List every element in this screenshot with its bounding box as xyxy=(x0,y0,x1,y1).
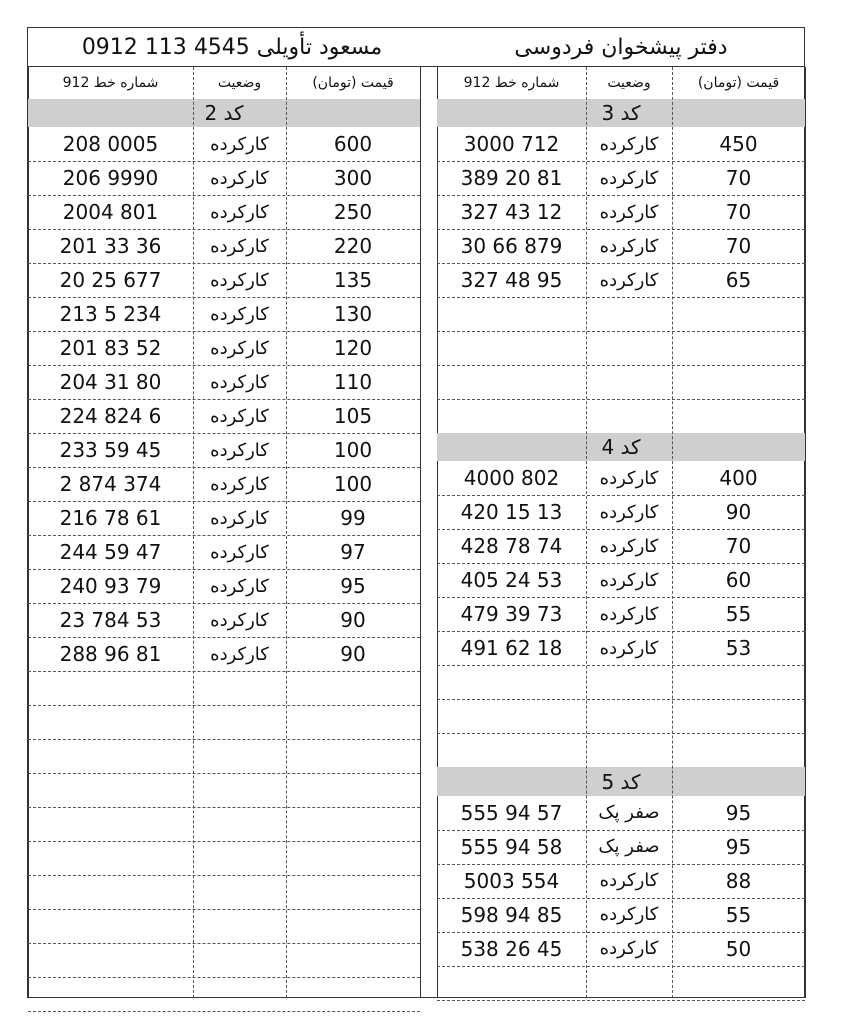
row-price: 90 xyxy=(340,642,366,667)
empty-cell xyxy=(286,671,420,705)
section-header: کد 4 xyxy=(437,433,805,461)
row-price: 250 xyxy=(333,200,373,225)
row-status: کارکرده xyxy=(210,133,269,155)
row-price: 55 xyxy=(725,602,752,627)
empty-cell xyxy=(193,943,286,977)
empty-cell xyxy=(286,773,420,807)
row-status: کارکرده xyxy=(599,904,659,926)
empty-cell xyxy=(286,705,420,739)
empty-cell xyxy=(28,875,193,909)
column-header-number: شماره خط 912 xyxy=(62,75,159,91)
row-number: 405 24 53 xyxy=(460,568,563,593)
row-number: 428 78 74 xyxy=(460,534,563,559)
row-price: 50 xyxy=(725,936,752,961)
row-price: 95 xyxy=(725,800,752,825)
row-price: 70 xyxy=(725,200,752,225)
empty-cell xyxy=(437,733,586,767)
row-price: 70 xyxy=(725,534,752,559)
empty-cell xyxy=(28,943,193,977)
owner-contact-title: مسعود تأویلی 4545 113 0912 xyxy=(81,34,383,60)
row-number: 206 9990 xyxy=(62,166,159,191)
empty-cell xyxy=(193,909,286,943)
row-number: 23 784 53 xyxy=(59,608,162,633)
row-status: کارکرده xyxy=(599,569,659,591)
row-number: 213 5 234 xyxy=(59,302,162,327)
row-status: کارکرده xyxy=(599,201,659,223)
column-separator xyxy=(586,67,587,998)
empty-cell xyxy=(28,841,193,875)
empty-cell xyxy=(286,875,420,909)
row-price: 130 xyxy=(333,302,373,327)
row-price: 53 xyxy=(725,636,752,661)
empty-cell xyxy=(586,297,672,331)
row-price: 110 xyxy=(333,370,373,395)
column-header-number: شماره خط 912 xyxy=(463,75,560,91)
row-status: کارکرده xyxy=(210,473,269,495)
row-status: کارکرده xyxy=(599,269,659,291)
office-title: دفتر پیشخوان فردوسی xyxy=(514,34,728,60)
row-divider xyxy=(437,1000,805,1001)
empty-cell xyxy=(672,331,805,365)
row-status: کارکرده xyxy=(599,167,659,189)
empty-cell xyxy=(286,841,420,875)
row-status: کارکرده xyxy=(599,938,659,960)
row-number: 555 94 57 xyxy=(460,800,563,825)
empty-cell xyxy=(672,365,805,399)
row-status: کارکرده xyxy=(599,467,659,489)
empty-cell xyxy=(28,807,193,841)
row-status: کارکرده xyxy=(210,609,269,631)
row-number: 3000 712 xyxy=(463,132,560,157)
empty-cell xyxy=(586,665,672,699)
row-status: کارکرده xyxy=(599,870,659,892)
row-price: 88 xyxy=(725,868,752,893)
row-number: 538 26 45 xyxy=(460,936,563,961)
row-status: صفر پک xyxy=(598,802,660,824)
row-number: 216 78 61 xyxy=(59,506,162,531)
row-status: کارکرده xyxy=(210,167,269,189)
row-price: 100 xyxy=(333,472,373,497)
row-status: کارکرده xyxy=(210,235,269,257)
row-status: کارکرده xyxy=(210,643,269,665)
row-price: 300 xyxy=(333,166,373,191)
empty-cell xyxy=(193,841,286,875)
column-header-price: قیمت (تومان) xyxy=(312,75,394,91)
row-number: 244 59 47 xyxy=(59,540,162,565)
row-divider xyxy=(28,1011,420,1012)
row-status: کارکرده xyxy=(599,603,659,625)
empty-cell xyxy=(672,966,805,1000)
empty-cell xyxy=(193,705,286,739)
empty-cell xyxy=(193,977,286,1011)
row-number: 288 96 81 xyxy=(59,642,162,667)
empty-cell xyxy=(286,807,420,841)
row-status: کارکرده xyxy=(210,405,269,427)
section-header: کد 2 xyxy=(28,99,420,127)
row-price: 105 xyxy=(333,404,373,429)
panel-right-edge xyxy=(420,67,421,998)
empty-cell xyxy=(28,909,193,943)
empty-cell xyxy=(437,699,586,733)
row-price: 65 xyxy=(725,268,752,293)
row-status: صفر پک xyxy=(598,836,660,858)
row-number: 204 31 80 xyxy=(59,370,162,395)
column-separator xyxy=(193,67,194,998)
empty-cell xyxy=(672,399,805,433)
row-number: 327 48 95 xyxy=(460,268,563,293)
row-number: 233 59 45 xyxy=(59,438,162,463)
row-price: 90 xyxy=(340,608,366,633)
row-number: 2004 801 xyxy=(62,200,159,225)
row-price: 135 xyxy=(333,268,373,293)
empty-cell xyxy=(437,331,586,365)
row-number: 327 43 12 xyxy=(460,200,563,225)
row-status: کارکرده xyxy=(599,501,659,523)
row-price: 99 xyxy=(340,506,366,531)
row-number: 389 20 81 xyxy=(460,166,563,191)
row-status: کارکرده xyxy=(599,235,659,257)
row-number: 201 33 36 xyxy=(59,234,162,259)
row-price: 220 xyxy=(333,234,373,259)
empty-cell xyxy=(28,705,193,739)
row-number: 5003 554 xyxy=(463,868,560,893)
empty-cell xyxy=(586,365,672,399)
row-number: 2 874 374 xyxy=(59,472,162,497)
row-number: 420 15 13 xyxy=(460,500,563,525)
row-status: کارکرده xyxy=(210,337,269,359)
row-status: کارکرده xyxy=(210,541,269,563)
row-price: 95 xyxy=(725,834,752,859)
row-price: 600 xyxy=(333,132,373,157)
empty-cell xyxy=(672,297,805,331)
empty-cell xyxy=(28,977,193,1011)
row-price: 55 xyxy=(725,902,752,927)
row-price: 100 xyxy=(333,438,373,463)
row-number: 20 25 677 xyxy=(59,268,162,293)
row-price: 97 xyxy=(340,540,366,565)
empty-cell xyxy=(586,966,672,1000)
empty-cell xyxy=(672,733,805,767)
row-status: کارکرده xyxy=(599,133,659,155)
empty-cell xyxy=(193,671,286,705)
empty-cell xyxy=(28,739,193,773)
empty-cell xyxy=(437,365,586,399)
column-header-status: وضعیت xyxy=(217,75,262,91)
section-header: کد 3 xyxy=(437,99,805,127)
row-price: 60 xyxy=(725,568,752,593)
row-number: 224 824 6 xyxy=(59,404,162,429)
row-number: 598 94 85 xyxy=(460,902,563,927)
empty-cell xyxy=(672,699,805,733)
column-header-status: وضعیت xyxy=(607,75,651,91)
empty-cell xyxy=(586,699,672,733)
row-status: کارکرده xyxy=(599,637,659,659)
row-number: 201 83 52 xyxy=(59,336,162,361)
row-status: کارکرده xyxy=(210,201,269,223)
empty-cell xyxy=(437,399,586,433)
row-number: 479 39 73 xyxy=(460,602,563,627)
panel-right-edge xyxy=(805,67,806,998)
column-separator xyxy=(672,67,673,998)
row-status: کارکرده xyxy=(210,439,269,461)
empty-cell xyxy=(193,875,286,909)
row-status: کارکرده xyxy=(599,535,659,557)
row-status: کارکرده xyxy=(210,575,269,597)
row-number: 555 94 58 xyxy=(460,834,563,859)
empty-cell xyxy=(286,909,420,943)
column-header-price: قیمت (تومان) xyxy=(697,75,780,91)
empty-cell xyxy=(286,977,420,1011)
empty-cell xyxy=(586,733,672,767)
row-price: 90 xyxy=(725,500,752,525)
empty-cell xyxy=(437,665,586,699)
row-number: 30 66 879 xyxy=(460,234,563,259)
empty-cell xyxy=(586,399,672,433)
column-separator xyxy=(286,67,287,998)
empty-cell xyxy=(28,773,193,807)
empty-cell xyxy=(286,739,420,773)
row-price: 450 xyxy=(719,132,758,157)
row-number: 4000 802 xyxy=(463,466,560,491)
empty-cell xyxy=(586,331,672,365)
row-status: کارکرده xyxy=(210,371,269,393)
row-status: کارکرده xyxy=(210,303,269,325)
row-price: 95 xyxy=(340,574,366,599)
empty-cell xyxy=(28,671,193,705)
empty-cell xyxy=(672,665,805,699)
section-header: کد 5 xyxy=(437,767,805,795)
row-price: 70 xyxy=(725,166,752,191)
empty-cell xyxy=(193,739,286,773)
row-price: 400 xyxy=(719,466,758,491)
empty-cell xyxy=(437,297,586,331)
row-number: 208 0005 xyxy=(62,132,159,157)
row-price: 120 xyxy=(333,336,373,361)
empty-cell xyxy=(193,773,286,807)
empty-cell xyxy=(437,966,586,1000)
empty-cell xyxy=(286,943,420,977)
row-status: کارکرده xyxy=(210,507,269,529)
row-number: 240 93 79 xyxy=(59,574,162,599)
empty-cell xyxy=(193,807,286,841)
row-price: 70 xyxy=(725,234,752,259)
row-number: 491 62 18 xyxy=(460,636,563,661)
row-status: کارکرده xyxy=(210,269,269,291)
